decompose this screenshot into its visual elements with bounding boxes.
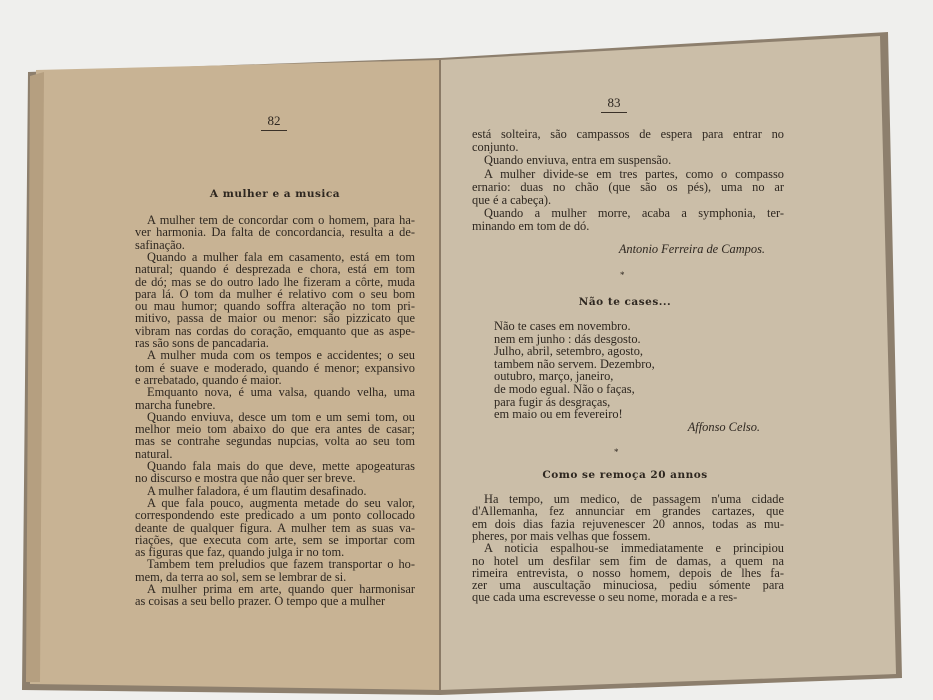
text-line: ver harmonia. Da falta de concordancia, resulta a de- bbox=[135, 225, 415, 240]
text-line: de dó; mas se do outro lado lhe fizeram a côrte, muda bbox=[135, 274, 415, 289]
text-line: no hotel um desfilar sem fim de damas, a quem na bbox=[472, 553, 784, 568]
poem-line: nem em junho : dás desgosto. bbox=[494, 331, 641, 346]
poem-line: de modo egual. Não o faças, bbox=[494, 381, 635, 396]
text-line: mas se contrahe segundas nupcias, volta ao seu tom bbox=[135, 434, 415, 449]
text-line: ras são sons de pancadaria. bbox=[135, 336, 269, 350]
text-line: d'Allemanha, fez annunciar em grandes cartazes, que bbox=[472, 504, 784, 519]
signature-campos: Antonio Ferreira de Campos. bbox=[618, 242, 765, 256]
text-line: vibram nas cordas do coração, emquanto que as aspe- bbox=[135, 323, 415, 338]
text-line: Quando enviuva, desce um tom e um semi tom, ou bbox=[147, 409, 415, 424]
text-line: deante de qualquer figura. A mulher tem as suas va- bbox=[135, 520, 415, 535]
text-line: para lá. O tom da mulher é relativo com o seu bom bbox=[135, 286, 415, 301]
text-line: que cada uma escrevesse o seu nome, morada e a res- bbox=[472, 590, 738, 605]
text-line: conjunto. bbox=[472, 140, 519, 155]
text-line: ou mau humor; quando soffra alteração no tom pri- bbox=[135, 299, 415, 314]
text-line: melhor meio tom abaixo do que era antes de casar; bbox=[135, 422, 415, 437]
poem-title: Não te cases... bbox=[578, 296, 672, 308]
text-line: Quando enviuva, entra em suspensão. bbox=[484, 153, 672, 168]
text-line: tom é suave e moderado, quando é menor; expansivo bbox=[135, 360, 415, 375]
article-title-left: A mulher e a musica bbox=[209, 188, 341, 200]
text-line: mem, da terra ao sol, sem se lembrar de si. bbox=[135, 569, 347, 584]
text-line: safinação. bbox=[135, 237, 185, 252]
text-line: A mulher tem de concordar com o homem, para ha- bbox=[147, 213, 415, 227]
article-title-right: Como se remoça 20 annos bbox=[542, 469, 708, 481]
signature-celso: Affonso Celso. bbox=[687, 420, 760, 434]
text-line: riações, que executa com arte, sem se importar com bbox=[135, 532, 415, 547]
page-number-left: 82 bbox=[254, 113, 294, 131]
text-line: Emquanto nova, é uma valsa, quando velha, uma bbox=[147, 385, 415, 400]
text-line: A noticia espalhou-se immediatamente e principiou bbox=[484, 541, 784, 556]
separator-star: * bbox=[620, 270, 625, 280]
text-line: e arrebatado, quando é maior. bbox=[135, 372, 282, 387]
text-line: Quando fala mais do que deve, mette apogeaturas bbox=[147, 459, 415, 473]
text-line: zer uma auscultação minuciosa, pediu sómente para bbox=[472, 578, 784, 593]
text-line: no discurso e mostra que não quer ser breve. bbox=[135, 471, 356, 486]
text-line: que é a cabeça). bbox=[472, 193, 552, 207]
text-line: Tambem tem preludios que fazem transportar o ho- bbox=[147, 557, 415, 572]
text-line: natural. bbox=[135, 446, 173, 461]
text-line: Quando a mulher fala em casamento, está em tom bbox=[147, 249, 415, 264]
text-line: minando em tom de dó. bbox=[472, 219, 590, 234]
text-line: A mulher divide-se em tres partes, como o compasso bbox=[484, 166, 784, 181]
text-line: rimeira entrevista, o nosso homem, depois de lhes fa- bbox=[472, 565, 784, 580]
text-line: mitivo, passa de maior ou menor: são pizzicato que bbox=[135, 311, 415, 326]
text-line: as figuras que faz, quando julga ir no tom. bbox=[135, 545, 345, 560]
text-line: A mulher prima em arte, quando quer harmonisar bbox=[147, 582, 415, 596]
text-line: A mulher muda com os tempos e accidentes; o seu bbox=[147, 348, 415, 363]
poem bbox=[494, 320, 655, 421]
poem-line: para fugir ás desgraças, bbox=[494, 394, 611, 409]
poem-line: Julho, abril, setembro, agosto, bbox=[494, 344, 644, 359]
text-line: A mulher faladora, é um flautim desafinado. bbox=[147, 483, 367, 498]
poem-line: tambem não servem. Dezembro, bbox=[494, 356, 655, 371]
poem-line: Não te cases em novembro. bbox=[494, 319, 631, 333]
text-line: em dois dias fazia rejuvenescer 20 annos, todas as mu- bbox=[472, 516, 784, 531]
separator-star: * bbox=[614, 447, 619, 457]
page-number-right: 83 bbox=[594, 95, 634, 113]
text-line: marcha funebre. bbox=[135, 397, 216, 412]
text-line: natural; quando é desprezada e chora, está em tom bbox=[135, 262, 415, 277]
text-line: Ha tempo, um medico, de passagem n'uma cidade bbox=[484, 492, 784, 506]
text-line: está solteira, são campassos de espera para entrar no bbox=[472, 127, 784, 141]
text-line: pheres, por mais velhas que fossem. bbox=[472, 528, 651, 543]
poem-line: outubro, março, janeiro, bbox=[494, 369, 614, 384]
text-line: correspondendo este predicado a um ponto collocado bbox=[135, 508, 415, 523]
text-line: ernario: duas no chão (que são os pés), uma no ar bbox=[472, 179, 784, 194]
poem-line: em maio ou em fevereiro! bbox=[494, 407, 623, 422]
text-line: Quando a mulher morre, acaba a symphonia, ter- bbox=[484, 206, 784, 221]
text-line: as coisas a seu bello prazer. O tempo que a mulher bbox=[135, 594, 386, 609]
text-line: A que fala pouco, augmenta metade do seu valor, bbox=[147, 495, 415, 510]
